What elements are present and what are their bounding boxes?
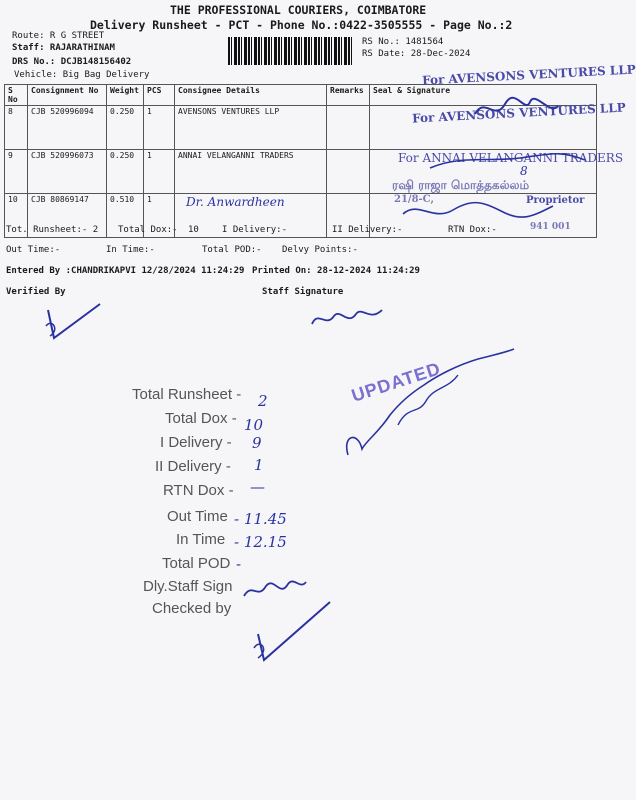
col-consignment: Consignment No bbox=[28, 85, 107, 106]
updated-stamp: UPDATED bbox=[349, 358, 444, 406]
total-dox-label: Total Dox:- bbox=[118, 225, 178, 235]
staff: Staff: RAJARATHINAM bbox=[12, 43, 115, 53]
i-delivery: I Delivery:- bbox=[222, 225, 288, 235]
col-seal: Seal & Signature bbox=[370, 85, 597, 106]
total-dox-value: 10 bbox=[188, 225, 199, 235]
stamp-annai: For ANNAI VELANGANNI TRADERS bbox=[398, 151, 624, 165]
signature-row3 bbox=[398, 196, 558, 226]
vehicle: Vehicle: Big Bag Delivery bbox=[14, 70, 150, 80]
handwritten-consignee: Dr. Anwardheen bbox=[186, 195, 285, 209]
company-name: THE PROFESSIONAL COURIERS, COIMBATORE bbox=[170, 3, 427, 17]
col-weight: Weight bbox=[107, 85, 144, 106]
checklist-total-pod-value: - bbox=[236, 555, 242, 573]
cell-sno: 10 bbox=[5, 194, 28, 238]
cell-weight: 0.250 bbox=[107, 150, 144, 194]
cell-consignment: CJB 520996073 bbox=[28, 150, 107, 194]
rs-number: RS No.: 1481564 bbox=[362, 37, 444, 47]
cell-sno: 8 bbox=[5, 106, 28, 150]
drs-number: DRS No.: DCJB148156402 bbox=[12, 57, 132, 67]
checklist-in-time: In Time bbox=[176, 531, 226, 548]
signature-avensons bbox=[470, 94, 560, 124]
cell-sno: 9 bbox=[5, 150, 28, 194]
staff-signature-label: Staff Signature bbox=[262, 287, 344, 297]
stamp-pin: 941 001 bbox=[530, 222, 571, 232]
checklist-in-time-value: - 12.15 bbox=[234, 533, 287, 551]
stamp-tamil-name: ரஷி ராஜா மொத்தகல்லம் bbox=[392, 178, 530, 192]
checklist-ii-delivery-value: 1 bbox=[254, 456, 264, 474]
signature-annai bbox=[420, 140, 590, 180]
barcode bbox=[228, 37, 352, 65]
cell-pcs: 1 bbox=[144, 106, 175, 150]
route: Route: R G STREET bbox=[12, 31, 105, 41]
cell-weight: 0.250 bbox=[107, 106, 144, 150]
col-remarks: Remarks bbox=[327, 85, 370, 106]
stamp-avensons-1: For AVENSONS VENTURES LLP bbox=[421, 62, 636, 88]
checklist-dly-staff-sign: Dly.Staff Sign bbox=[143, 578, 233, 595]
checklist-checked-by: Checked by bbox=[152, 600, 232, 617]
cell-pcs: 1 bbox=[144, 194, 175, 238]
staff-signature bbox=[308, 302, 388, 332]
stamp-proprietor: Proprietor bbox=[526, 195, 585, 206]
checklist-out-time: Out Time bbox=[167, 508, 228, 525]
cell-pcs: 1 bbox=[144, 150, 175, 194]
verified-signature bbox=[40, 300, 110, 345]
checklist-i-delivery-value: 9 bbox=[252, 434, 262, 452]
cell-consignment: CJB 520996094 bbox=[28, 106, 107, 150]
col-sno: S No bbox=[5, 85, 28, 106]
checked-by-signature bbox=[246, 598, 336, 668]
checklist-total-pod: Total POD bbox=[162, 555, 231, 572]
rtn-dox: RTN Dox:- bbox=[448, 225, 497, 235]
checklist-rtn-dox-value: — bbox=[250, 478, 265, 496]
printed-on: Printed On: 28-12-2024 11:24:29 bbox=[252, 266, 420, 276]
checklist-total-dox: Total Dox - bbox=[165, 410, 237, 427]
checklist-rtn-dox: RTN Dox - bbox=[163, 482, 234, 499]
checklist-out-time-value: - 11.45 bbox=[234, 510, 287, 528]
stamp-avensons-2: For AVENSONS VENTURES LLP bbox=[411, 100, 627, 126]
runsheet-title: Delivery Runsheet - PCT - Phone No.:0422-3505555 - Page No.:2 bbox=[90, 18, 513, 32]
handwritten-number: 8 bbox=[520, 164, 528, 178]
checklist-total-dox-value: 10 bbox=[244, 416, 264, 434]
stamp-address: 21/8-C, bbox=[394, 194, 434, 205]
col-pcs: PCS bbox=[144, 85, 175, 106]
cell-weight: 0.510 bbox=[107, 194, 144, 238]
cell-consignment: CJB 80869147 bbox=[28, 194, 107, 238]
cell-consignee: AVENSONS VENTURES LLP bbox=[175, 106, 327, 150]
col-consignee: Consignee Details bbox=[175, 85, 327, 106]
checklist-i-delivery: I Delivery - bbox=[160, 434, 232, 451]
verified-by: Verified By bbox=[6, 287, 66, 297]
tot-runsheet: Tot. Runsheet:- 2 bbox=[6, 225, 99, 235]
total-pod: Total POD:- bbox=[202, 245, 262, 255]
out-time: Out Time:- bbox=[6, 245, 61, 255]
ii-delivery: II Delivery:- bbox=[332, 225, 403, 235]
chandrika-signature bbox=[338, 345, 518, 465]
cell-remarks bbox=[327, 106, 370, 150]
checklist-total-runsheet-value: 2 bbox=[258, 392, 268, 410]
entered-by: Entered By :CHANDRIKAPVI 12/28/2024 11:24:29 bbox=[6, 266, 245, 276]
cell-remarks bbox=[327, 150, 370, 194]
rs-date: RS Date: 28-Dec-2024 bbox=[362, 49, 471, 59]
checklist-total-runsheet: Total Runsheet - bbox=[132, 386, 242, 403]
in-time: In Time:- bbox=[106, 245, 155, 255]
checklist-ii-delivery: II Delivery - bbox=[155, 458, 231, 475]
delvy-points: Delvy Points:- bbox=[282, 245, 358, 255]
cell-consignee: ANNAI VELANGANNI TRADERS bbox=[175, 150, 327, 194]
